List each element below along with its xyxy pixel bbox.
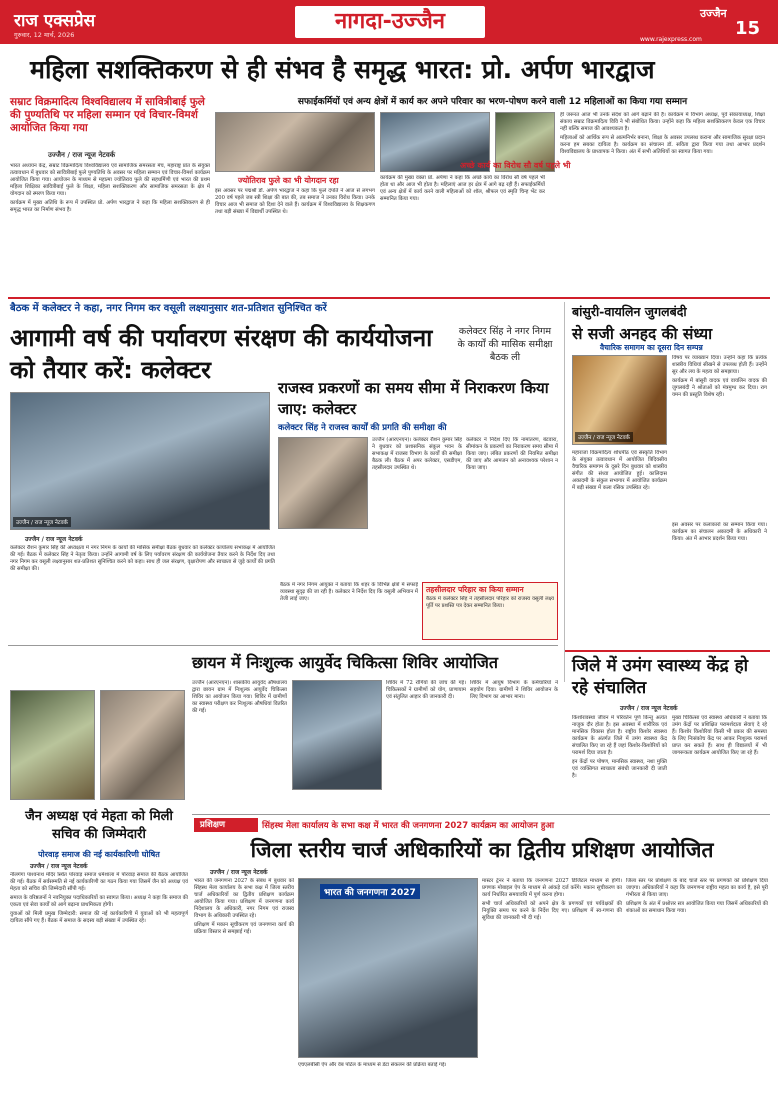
revenue-subhead: कलेक्टर सिंह ने राजस्व कार्यों की प्रगति की समीक्षा की bbox=[278, 423, 447, 433]
bansuri-headline: से सजी अनहद की संध्या bbox=[572, 325, 713, 343]
health-byline: उज्जैन / राज न्यूज नेटवर्क bbox=[620, 705, 678, 712]
revenue-body-2: कलेक्टर ने निर्देश दिए कि नामांतरण, बंटवारा, सीमांकन के प्रकरणों का निराकरण समय सीमा में किया जाए। लंबित प्रकरणों की नियमित समीक्षा की जाए और आमजन को अनावश्यक परेशान न किया जाए। bbox=[466, 437, 558, 471]
lead-banner: सफाईकर्मियों एवं अन्य क्षेत्रों में कार्य कर अपने परिवार का भरण-पोषण करने वाली 12 महिलाओं का किया गया सम्मान bbox=[297, 97, 688, 107]
health-body-2: मुख्य चिकित्सा एवं स्वास्थ्य अधिकारी ने बताया कि उमंग केंद्रों पर प्रशिक्षित परामर्शदाता सेवाएं दे रहे हैं। किशोर किशोरियां किसी भी प्रकार की समस्या के लिए निःसंकोच केंद्र पर आकर निःशुल्क परामर्श प्राप्त कर सकते हैं। साथ ही विद्यालयों में भी जागरूकता कार्यक्रम आयोजित किए जा रहे हैं। bbox=[672, 715, 767, 756]
jain-body: नीलगंगा पाश्वनाथ मंदिर स्थित पोरवाड़ समाज धर्मशाला में पोरवाड़ समाज की बैठक आयोजित की गई। बैठक में सर्वसम्मति से नई कार्यकारिणी का गठन किया गया जिसमें जैन को अध्यक्ष एवं मेहता को सचिव की जिम्मेदारी सौंपी गई। समाज के वरिष्ठजनों ने नवनियुक्त पदाधिकारियों का स्वागत किया। अध्यक्ष ने कहा कि समाज की एकता एवं सेवा कार्यों को आगे बढ़ाना प्राथमिकता होगी। युवाओं को मिली प्रमुख जिम्मेदारी: समाज की नई कार्यकारिणी में युवाओं को भी महत्वपूर्ण दायित्व सौंपे गए हैं। बैठक में समाज के सदस्य बड़ी संख्या में उपस्थित रहे। bbox=[10, 872, 188, 924]
collector-body: कलेक्टर रौशन कुमार सिंह की अध्यक्षता में नगर निगम के कार्यों की मासिक समीक्षा बैठक बुधवार को कलेक्टर कार्यालय सभाकक्ष में आयोजित की गई। बैठक में कलेक्टर सिंह ने नेतृत्व किया। उन्होंने आगामी वर्ष के लिए पर्यावरण संरक्षण की कार्ययोजना तैयार करने के निर्देश दिए तथा नगर निगम कर वसूली लक्ष्यानुसार शत-प्रतिशत सुनिश्चित करने को कहा। साथ ही जल संरक्षण, वृक्षारोपण और स्वच्छता से जुड़े कार्यों की प्रगति की समीक्षा की। bbox=[10, 545, 275, 572]
page-number: 15 bbox=[735, 18, 761, 39]
bansuri-body-2: महाराजा विक्रमादित्य शोधपीठ एवं संस्कृति विभाग के संयुक्त तत्वावधान में आयोजित त्रिदिवसीय वैचारिक समागम के दूसरे दिन बुधवार को शास्त्रीय संगीत की संध्या आयोजित हुई। कालिदास अकादमी के संकुल सभागार में आयोजित कार्यक्रम में बड़ी संख्या में कला रसिक उपस्थित रहे। bbox=[572, 450, 667, 491]
health-headline: जिले में उमंग स्वास्थ्य केंद्र हो रहे संचालित bbox=[572, 656, 749, 698]
lead-subtitle-2: अच्छे कार्य का विरोध सौ वर्ष पहले भी bbox=[460, 161, 571, 170]
divider-3 bbox=[8, 645, 558, 646]
revenue-box-title: तहसीलदार परिहार का किया सम्मान bbox=[426, 585, 524, 594]
lead-body-col2: इस अवसर पर पद्मश्री डॉ. अर्पण भारद्वाज ने कहा कि फुले दंपति ने आज से लगभग 200 वर्ष पहले जब स्त्री शिक्षा की बात की, तब समाज ने उनका विरोध किया। उनके विचार आज भी समाज को दिशा देने वाले हैं। कार्यक्रम में विश्वविद्यालय के शिक्षकगण तथा बड़ी संख्या में विद्यार्थी उपस्थित थे। bbox=[215, 188, 375, 215]
jain-headline: जैन अध्यक्ष एवं मेहता को मिली सचिव की जिम्मेदारी bbox=[25, 809, 173, 842]
lead-subhead: सम्राट विक्रमादित्य विश्वविद्यालय में सावित्रीबाई फुले की पुण्यतिथि पर महिला सम्मान एवं विचार-विमर्श आयोजित किया गया bbox=[10, 96, 205, 134]
jain-subhead: पोरवाड़ समाज की नई कार्यकारिणी घोषित bbox=[38, 850, 160, 859]
collector-photo-caption: उज्जैन / राज न्यूज नेटवर्क bbox=[13, 517, 71, 527]
training-body-2: एचएलबीसी ऐप और वेब पोर्टल के माध्यम से डेटा संकलन की प्रक्रिया बताई गई। bbox=[298, 1062, 447, 1068]
lead-photo bbox=[215, 112, 375, 172]
collector-side-note: कलेक्टर सिंह ने नगर निगम के कार्यों की मासिक समीक्षा बैठक ली bbox=[457, 326, 553, 363]
training-kicker: सिंहस्थ मेला कार्यालय के सभा कक्ष में भारत की जनगणना 2027 कार्यक्रम का आयोजन हुआ bbox=[262, 821, 555, 831]
lead-byline: उज्जैन / राज न्यूज नेटवर्क bbox=[48, 151, 116, 159]
training-byline: उज्जैन / राज न्यूज नेटवर्क bbox=[210, 869, 268, 876]
collector-headline: आगामी वर्ष की पर्यावरण संरक्षण की कार्ययोजना को तैयार करें: कलेक्टर bbox=[10, 324, 433, 384]
training-tag: प्रशिक्षण bbox=[200, 820, 226, 830]
lead-body-col3: कार्यक्रम की मुख्य वक्ता प्रो. अर्पणा ने कहा कि अच्छे कार्य का विरोध सौ वर्ष पहले भी होता था और आज भी होता है। महिलाएं आज हर क्षेत्र में आगे बढ़ रही हैं। सफाईकर्मियों एवं अन्य क्षेत्रों में कार्य करने वाली महिलाओं को शॉल, श्रीफल एवं स्मृति चिन्ह भेंट कर सम्मानित किया गया। bbox=[380, 175, 545, 202]
training-body-4: जिला स्तर पर प्रशिक्षण के बाद चार्ज स्तर पर प्रगणकों को प्रशिक्षण दिया जाएगा। अधिकारियों ने कहा कि जनगणना राष्ट्रीय महत्व का कार्य है, इसे पूरी गंभीरता से किया जाए। प्रशिक्षण के अंत में प्रश्नोत्तर सत्र आयोजित किया गया जिसमें अधिकारियों की शंकाओं का समाधान किया गया। bbox=[626, 878, 768, 914]
lead-headline: महिला सशक्तिकरण से ही संभव है समृद्ध भारत: प्रो. अर्पण भारद्वाज bbox=[30, 55, 655, 84]
city-name: उज्जैन bbox=[700, 7, 727, 20]
collector-body-2: बैठक में नगर निगम आयुक्त ने बताया कि शहर के विभिन्न क्षेत्रों में सफाई व्यवस्था सुदृढ़ की जा रही है। कलेक्टर ने निर्देश दिए कि वसूली अभियान में तेजी लाई जाए। bbox=[280, 582, 418, 602]
health-body-1: किशोरावस्था जीवन में परिवर्तन पूर्ण किन्तु अत्यंत नाजुक दौर होता है। इस अवस्था में शारीरिक एवं मानसिक विकास होता है। राष्ट्रीय किशोर स्वास्थ्य कार्यक्रम के अंतर्गत जिले में उमंग स्वास्थ्य केंद्र संचालित किए जा रहे हैं जहां किशोर-किशोरियों को परामर्श दिया जाता है। इन केंद्रों पर पोषण, मानसिक स्वास्थ्य, नशा मुक्ति एवं व्यक्तिगत स्वच्छता संबंधी जानकारी दी जाती है। bbox=[572, 715, 667, 779]
portrait-2 bbox=[100, 690, 185, 800]
collector-photo bbox=[10, 392, 270, 530]
lead-subtitle-1: ज्योतिराव फुले का भी योगदान रहा bbox=[238, 176, 339, 185]
bansuri-photo-caption: उज्जैन / राज न्यूज नेटवर्क bbox=[575, 432, 633, 442]
training-body-3: मास्टर ट्रेनर ने बताया कि जनगणना 2027 डिजिटल माध्यम से होगी। प्रगणक मोबाइल ऐप के माध्यम से आंकड़े दर्ज करेंगे। मकान सूचीकरण का कार्य निर्धारित समयावधि में पूर्ण करना होगा। सभी चार्ज अधिकारियों को अपने क्षेत्र के प्रगणकों एवं पर्यवेक्षकों की नियुक्ति समय पर करने के निर्देश दिए गए। प्रशिक्षण में स्व-गणना की सुविधा की जानकारी भी दी गई। bbox=[482, 878, 622, 921]
right-column-divider bbox=[564, 302, 565, 682]
bansuri-photo bbox=[572, 355, 667, 445]
issue-date: गुरुवार, 12 मार्च, 2026 bbox=[14, 31, 75, 39]
divider-1 bbox=[8, 297, 770, 299]
revenue-headline: राजस्व प्रकरणों का समय सीमा में निराकरण किया जाए: कलेक्टर bbox=[278, 379, 549, 418]
collector-kicker: बैठक में कलेक्टर ने कहा, नगर निगम कर वसूली लक्ष्यानुसार शत-प्रतिशत सुनिश्चित करें bbox=[10, 303, 327, 314]
revenue-photo bbox=[278, 437, 368, 529]
training-photo-banner: भारत की जनगणना 2027 bbox=[320, 884, 420, 899]
bansuri-kicker: बांसुरी-वायलिन जुगलबंदी bbox=[572, 304, 687, 319]
divider-4 bbox=[192, 814, 770, 815]
revenue-body-1: उज्जैन (आरएनएन)। कलेक्टर रौशन कुमार सिंह ने बुधवार को प्रशासनिक संकुल भवन के सभाकक्ष में राजस्व विभाग के कार्यों की समीक्षा बैठक ली। बैठक में अपर कलेक्टर, एसडीएम, तहसीलदार उपस्थित थे। bbox=[372, 437, 462, 471]
paper-name: राज एक्सप्रेस bbox=[14, 11, 96, 31]
training-photo bbox=[298, 878, 478, 1058]
lead-body-col4: ही जरूरत आज भी उनके संदेश को आगे बढ़ाने की है। कार्यक्रम में विभाग अध्यक्ष, पूर्व संकायाध्यक्ष, शिक्षा संकाय सम्राट विक्रमादित्य विवि ने भी संबोधित किया। उन्होंने कहा कि महिला सशक्तिकरण केवल एक विचार नहीं बल्कि समाज की आवश्यकता है। महिलाओं को आर्थिक रूप से आत्मनिर्भर बनाना, शिक्षा के अवसर उपलब्ध कराना और सामाजिक सुरक्षा प्रदान करना हम सबका दायित्व है। कार्यक्रम का संचालन डॉ. सविता द्वारा किया गया तथा आभार प्रदर्शन विश्वविद्यालय के प्राध्यापक ने किया। अंत में सभी अतिथियों का स्वागत किया गया। bbox=[560, 112, 765, 155]
training-headline: जिला स्तरीय चार्ज अधिकारियों का द्वितीय प्रशिक्षण आयोजित bbox=[250, 838, 714, 862]
jain-byline: उज्जैन / राज न्यूज नेटवर्क bbox=[30, 863, 88, 870]
portrait-1 bbox=[10, 690, 95, 800]
ayurveda-photo bbox=[292, 680, 382, 790]
ayurveda-body-1: उज्जैन (आरएनएन)। शासकीय आयुर्वेद औषधालय द्वारा छायन ग्राम में निःशुल्क आयुर्वेद चिकित्सा शिविर का आयोजन किया गया। शिविर में ग्रामीणों का स्वास्थ्य परीक्षण कर निःशुल्क औषधियां वितरित की गईं। bbox=[192, 680, 287, 714]
collector-byline: उज्जैन / राज न्यूज नेटवर्क bbox=[25, 536, 83, 543]
ayurveda-headline: छायन में निःशुल्क आयुर्वेद चिकित्सा शिविर आयोजित bbox=[192, 653, 498, 672]
bansuri-body-1: विषय पर व्याख्यान दिया। उन्होंने कहा कि प्रत्येक शास्त्रीय विधियां सीखने से उपलब्ध होती हैं। उन्होंने सुर और लय के महत्व को समझाया। कार्यक्रम में बांसुरी वादक एवं वायलिन वादक की जुगलबंदी ने श्रोताओं को मंत्रमुग्ध कर दिया। राग यमन की प्रस्तुति विशेष रही। bbox=[672, 355, 767, 398]
section-title: नागदा-उज्जैन bbox=[295, 6, 485, 38]
website[interactable]: www.rajexpress.com bbox=[640, 36, 702, 43]
training-body-1: भारत की जनगणना 2027 के संबंध में बुधवार को सिंहस्थ मेला कार्यालय के सभा कक्ष में जिला स्तरीय चार्ज अधिकारियों का द्वितीय प्रशिक्षण कार्यक्रम आयोजित किया गया। प्रशिक्षण में जनगणना कार्य निदेशालय के अधिकारी, नगर निगम एवं राजस्व विभाग के अधिकारी उपस्थित रहे। प्रशिक्षण में मकान सूचीकरण एवं जनगणना कार्य की प्रक्रिया विस्तार से समझाई गई। bbox=[194, 878, 294, 935]
bansuri-subhead: वैचारिक समागम का दूसरा दिन सम्पन्न bbox=[600, 343, 703, 352]
lead-body-col1: भारत अध्ययन केंद्र, सम्राट विक्रमादित्य विश्वविद्यालय एवं सामाजिक समरसता मंच, महाराष्ट्र प्रांत के संयुक्त तत्वावधान में बुधवार को सावित्रीबाई फुले पुण्यतिथि के अवसर पर महिला सम्मान एवं विचार-विमर्श कार्यक्रम आयोजित किया गया। आयोजन के माध्यम से महात्मा ज्योतिराव फुले की सहधर्मिणी एवं भारत की प्रथम महिला शिक्षिका सावित्रीबाई फुले के शिक्षा, महिला सशक्तिकरण और सामाजिक समरसता के क्षेत्र में योगदान को स्मरण किया गया। कार्यक्रम में मुख्य अतिथि के रूप में उपस्थित प्रो. अर्पण भारद्वाज ने कहा कि महिला सशक्तिकरण से ही समृद्ध भारत का निर्माण संभव है। bbox=[10, 163, 210, 213]
revenue-box-body: बैठक में कलेक्टर सिंह ने तहसीलदार परिहार को राजस्व वसूली लक्ष्य पूर्ति पर प्रशस्ति पत्र देकर सम्मानित किया। bbox=[426, 596, 554, 609]
divider-2 bbox=[565, 650, 770, 652]
bansuri-body-3: इस अवसर पर कलाकारों का सम्मान किया गया। कार्यक्रम का संचालन अकादमी के अधिकारी ने किया। अंत में आभार प्रदर्शन किया गया। bbox=[672, 522, 767, 542]
ayurveda-body-3: शिविर में आयुष विभाग के कर्मचारियों ने सहयोग दिया। ग्रामीणों ने शिविर आयोजन के लिए विभाग का आभार माना। bbox=[470, 680, 558, 700]
ayurveda-body-2: शिविर में 72 रोगियों की जांच की गई। चिकित्सकों ने ग्रामीणों को योग, प्राणायाम एवं संतुलित आहार की जानकारी दी। bbox=[386, 680, 466, 700]
